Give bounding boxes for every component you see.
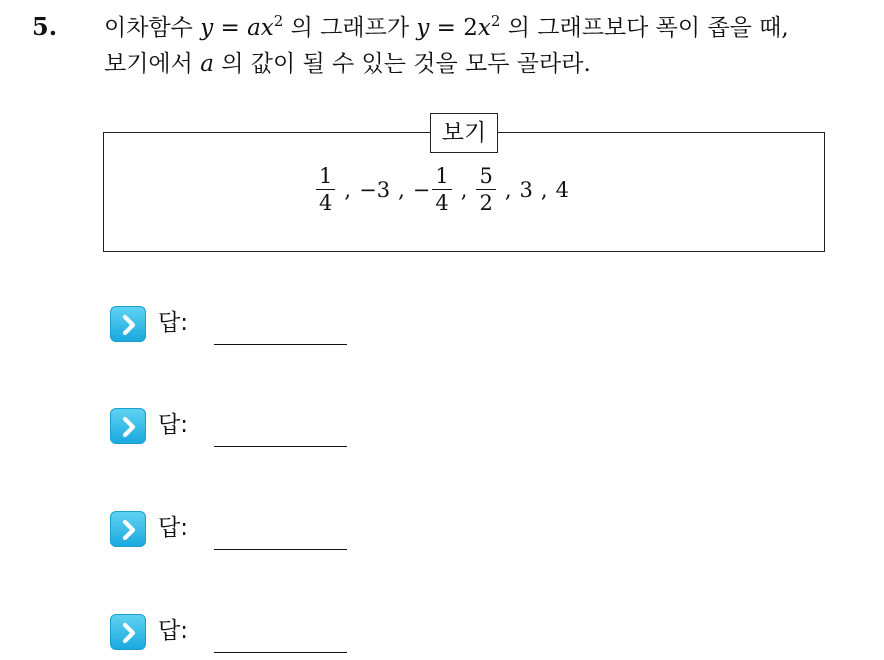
choice-value: 4 <box>555 177 569 202</box>
answer-label: 답: <box>158 618 188 644</box>
math-variable-a: a <box>200 51 214 77</box>
answer-row <box>110 306 370 352</box>
choice-separator: , <box>540 177 548 202</box>
math-equals-coefficient: = 2 <box>429 15 478 41</box>
fraction <box>432 163 451 216</box>
bogi-choice <box>475 163 496 216</box>
math-variable-ax: ax <box>247 15 274 41</box>
choice-separator: , <box>460 177 468 202</box>
answer-label: 답: <box>158 310 188 336</box>
math-variable-y: y <box>416 15 430 41</box>
choice-value: 3 <box>519 177 533 202</box>
choice-separator: , <box>344 177 352 202</box>
negative-sign: − <box>412 177 431 202</box>
fraction-denominator: 4 <box>319 191 333 215</box>
answer-label: 답: <box>158 412 188 438</box>
question-text-segment: 이차함수 <box>104 15 201 41</box>
fraction <box>476 163 495 216</box>
math-equals: = <box>213 15 248 41</box>
fraction-numerator: 1 <box>319 164 333 188</box>
answer-blank-line[interactable] <box>214 446 347 447</box>
question-line-1 <box>104 10 874 46</box>
answer-blank-line[interactable] <box>214 652 347 653</box>
math-variable-y: y <box>200 15 214 41</box>
bogi-choice <box>556 178 569 202</box>
answer-blank-line[interactable] <box>214 344 347 345</box>
question-text-segment: 보기에서 <box>104 51 201 77</box>
math-variable-x: x <box>477 15 491 41</box>
fraction-numerator: 5 <box>479 164 493 188</box>
bogi-choice <box>315 163 336 216</box>
bogi-choice <box>413 163 453 216</box>
fraction <box>316 163 335 216</box>
answer-row <box>110 614 370 660</box>
answer-row <box>110 408 370 454</box>
fraction-denominator: 2 <box>479 191 493 215</box>
question-text-segment: 의 그래프보다 폭이 좁을 때, <box>500 15 789 41</box>
bogi-choice <box>359 178 390 202</box>
answer-blank-line[interactable] <box>214 549 347 550</box>
fraction-denominator: 4 <box>435 191 449 215</box>
question-number: 5. <box>32 12 58 41</box>
bogi-choice <box>520 178 533 202</box>
math-exponent: 2 <box>273 12 284 30</box>
answer-label: 답: <box>158 515 188 541</box>
answer-row <box>110 511 370 557</box>
choice-value: −3 <box>359 177 391 202</box>
bogi-title: 보기 <box>430 113 498 153</box>
question-text-segment: 의 값이 될 수 있는 것을 모두 골라라. <box>213 51 591 77</box>
question-text-segment: 의 그래프가 <box>283 15 417 41</box>
choice-separator: , <box>504 177 512 202</box>
chevron-right-icon <box>110 306 146 342</box>
choice-separator: , <box>398 177 405 202</box>
math-exponent: 2 <box>490 12 501 30</box>
fraction-numerator: 1 <box>435 164 449 188</box>
bogi-choices <box>0 163 884 216</box>
chevron-right-icon <box>110 614 146 650</box>
question-text <box>104 10 874 82</box>
chevron-right-icon <box>110 408 146 444</box>
question-line-2 <box>104 46 874 82</box>
chevron-right-icon <box>110 511 146 547</box>
